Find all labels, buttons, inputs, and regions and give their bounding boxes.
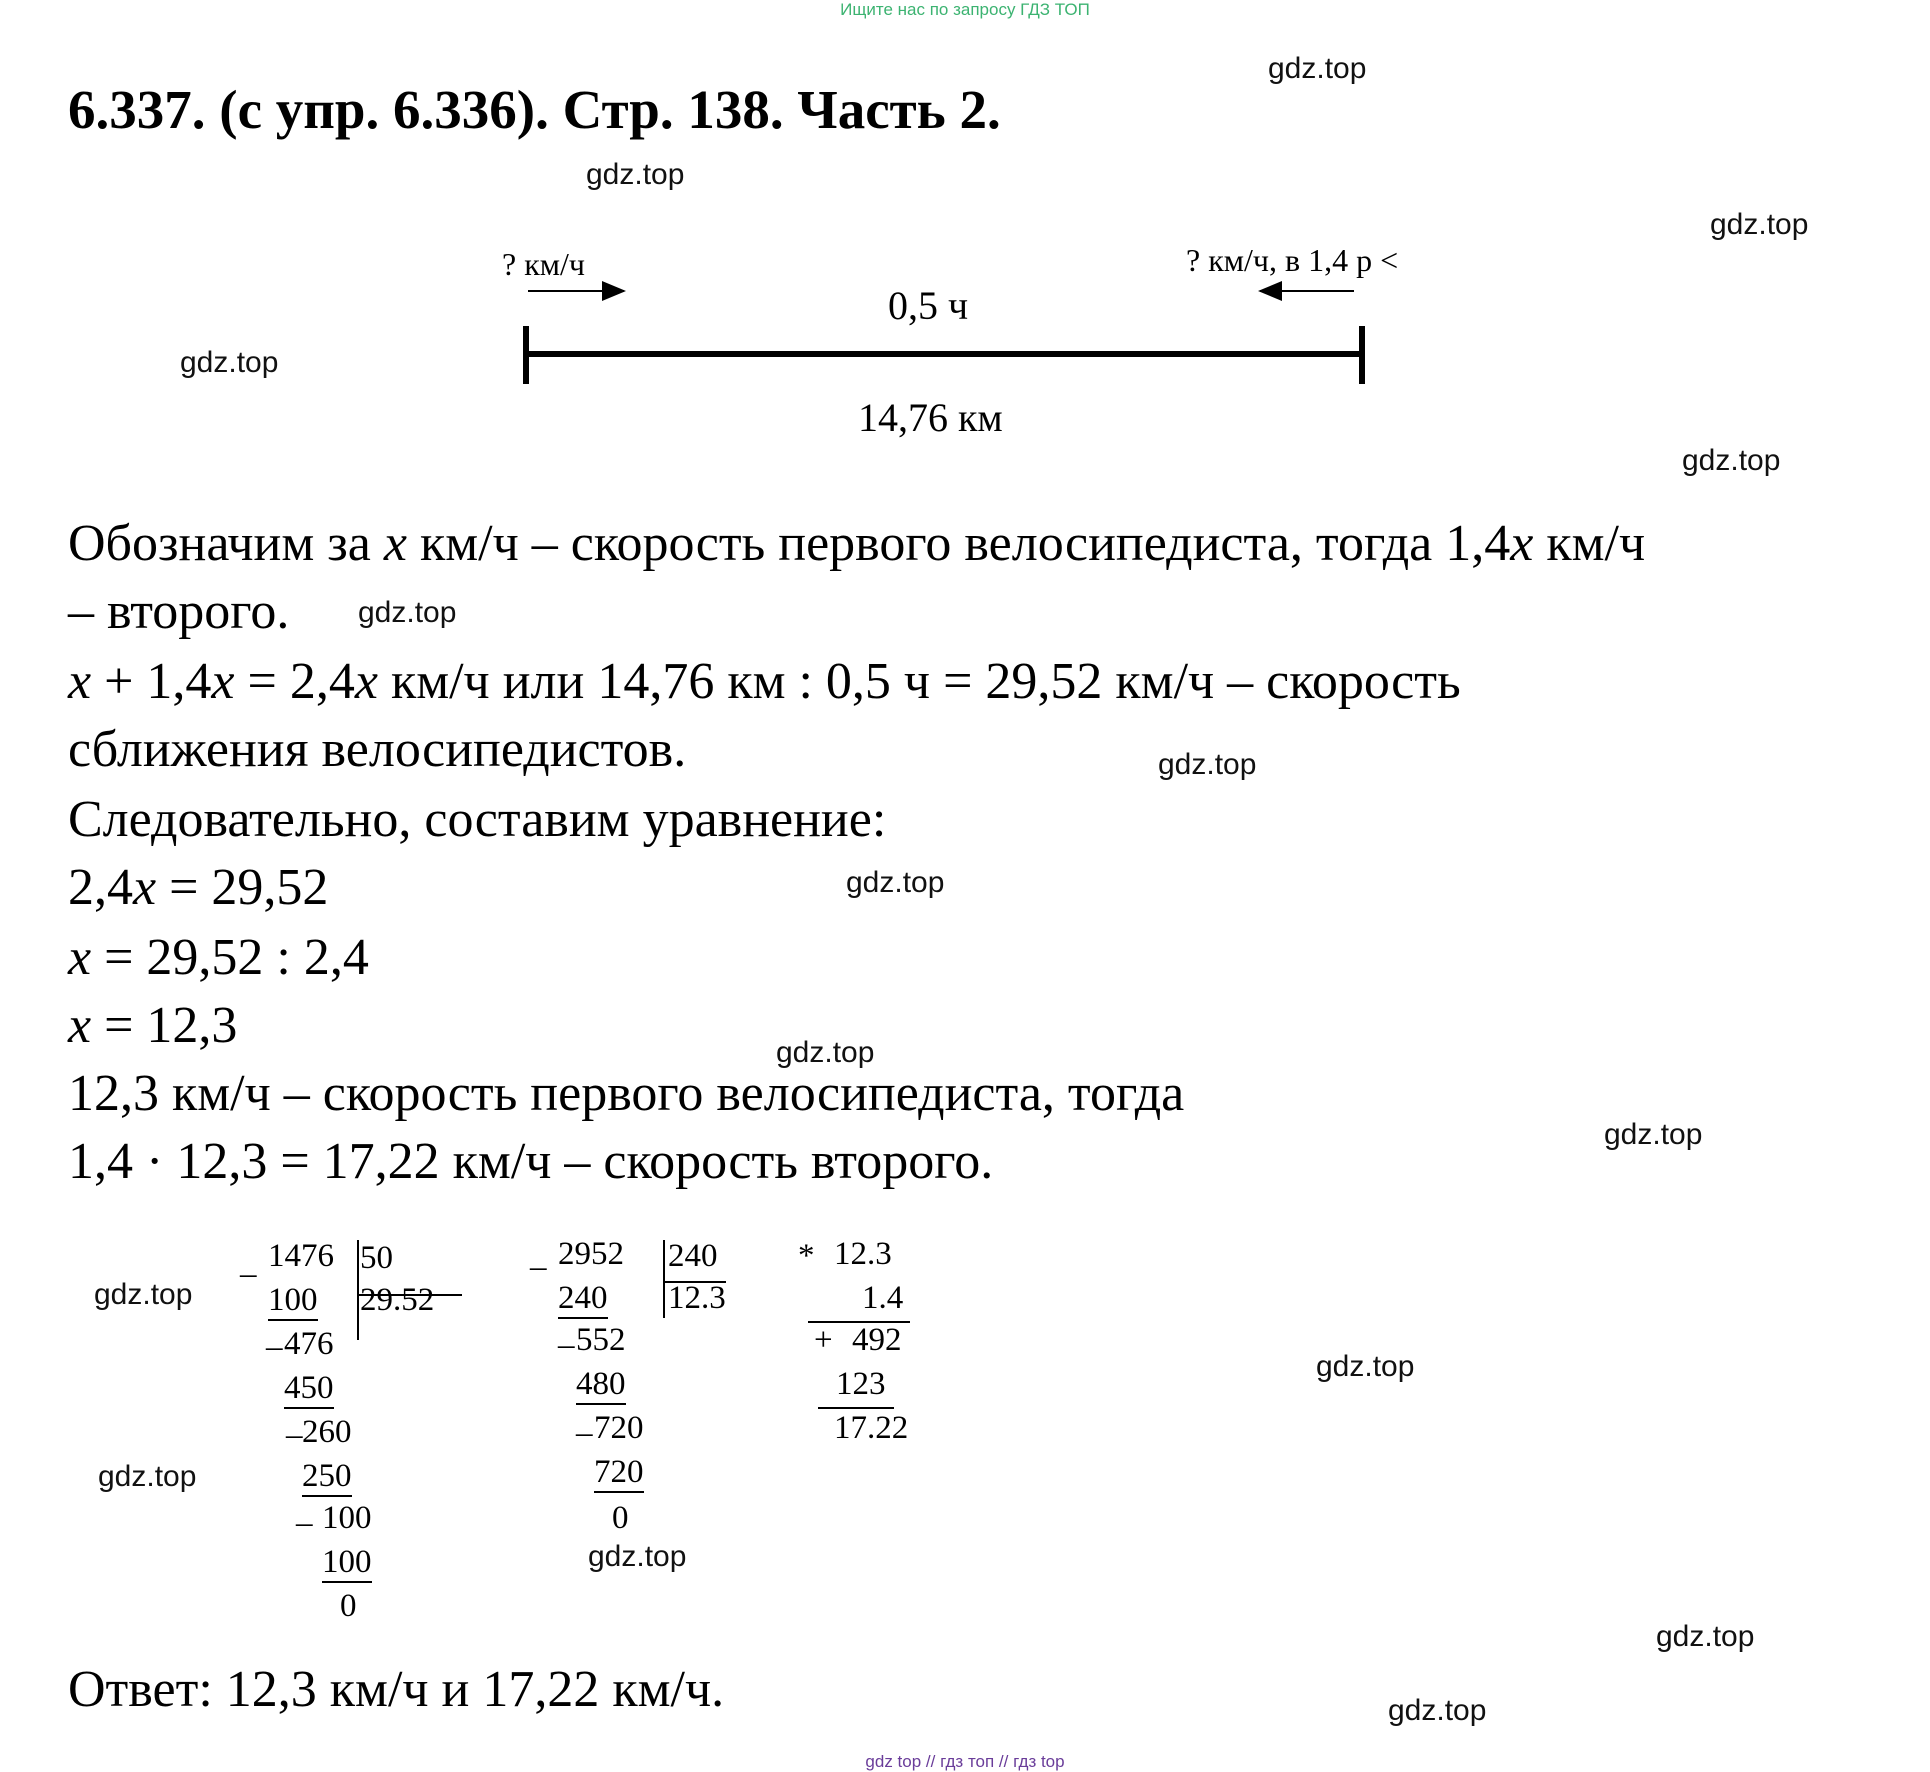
calc1-row: 450 [284,1370,334,1409]
calc1-row: 260 [302,1414,352,1450]
calc3-multiplicand: 12.3 [834,1236,892,1272]
calc1-underscore: _ [266,1318,283,1354]
equation-2 [68,924,369,992]
watermark: gdz.top [1268,52,1367,85]
calc2-dividend: 2952 [558,1236,624,1272]
solution-line-3 [68,648,1461,716]
calc1-row: 100 [322,1544,372,1583]
calc2-remainder: 0 [612,1500,629,1536]
top-banner: Ищите нас по запросу ГДЗ ТОП [840,0,1090,19]
watermark: gdz.top [98,1460,197,1493]
calc2-row: 480 [576,1366,626,1405]
watermark: gdz.top [180,346,279,379]
calc3-star: * [798,1238,815,1274]
solution-line-4: сближения велосипедистов. [68,721,687,778]
answer: Ответ: 12,3 км/ч и 17,22 км/ч. [68,1661,725,1718]
solution-line-2: – второго. [68,583,290,640]
calc1-underscore: _ [296,1494,313,1530]
watermark: gdz.top [1656,1620,1755,1653]
calc1-quotient: 29.52 [360,1282,435,1318]
calc1-dividend: 1476 [268,1238,334,1274]
watermark: gdz.top [776,1036,875,1069]
calc2-minus: _ [530,1238,547,1274]
calc2-row: 720 [594,1410,644,1446]
watermark: gdz.top [1710,208,1809,241]
text: = 2,4 [234,653,355,710]
calc2-underscore: _ [558,1316,575,1352]
watermark: gdz.top [588,1540,687,1573]
variable-x: x [68,929,92,986]
equation-3 [68,992,237,1060]
calc2-divisor: 240 [668,1238,718,1274]
watermark: gdz.top [1604,1118,1703,1151]
watermark: gdz.top [94,1278,193,1311]
text: + 1,4 [91,653,212,710]
solution-line-10: 1,4 · 12,3 = 17,22 км/ч – скорость второго. [68,1133,994,1190]
variable-x: x [133,859,157,916]
calc2-row: 552 [576,1322,626,1358]
calc2-underscore: _ [576,1404,593,1440]
calc3-partial-1: 492 [852,1322,902,1358]
variable-x: x [354,653,378,710]
calc1-remainder: 0 [340,1588,357,1624]
distance-label: 14,76 км [858,395,1003,440]
calc1-row: 100 [268,1282,318,1321]
text: = 29,52 : 2,4 [91,929,369,986]
watermark: gdz.top [1682,444,1781,477]
equation-1 [68,854,328,922]
variable-x: x [211,653,235,710]
watermark: gdz.top [1388,1694,1487,1727]
text: = 29,52 [156,859,329,916]
variable-x: x [68,653,92,710]
calc3-plus: + [814,1322,833,1358]
calc2-row: 720 [594,1454,644,1493]
first-speed-label: ? км/ч [502,246,585,282]
watermark: gdz.top [1316,1350,1415,1383]
solution-line-9: 12,3 км/ч – скорость первого велосипедиста, тогда [68,1065,1185,1122]
calc2-row: 240 [558,1280,608,1319]
watermark: gdz.top [846,866,945,899]
variable-x: x [1510,515,1534,572]
calc1-divisor: 50 [360,1240,393,1276]
solution-line-5: Следовательно, составим уравнение: [68,791,887,848]
watermark: gdz.top [1158,748,1257,781]
page-title: 6.337. (с упр. 6.336). Стр. 138. Часть 2. [68,79,1001,140]
variable-x: x [68,997,92,1054]
text: Обозначим за [68,515,384,572]
text: км/ч – скорость первого велосипедиста, тогда 1,4 [406,515,1511,572]
bottom-banner: gdz top // гдз топ // гдз top [865,1752,1065,1771]
watermark: gdz.top [358,596,457,629]
calc1-row: 250 [302,1458,352,1497]
calc3-partial-2: 123 [836,1366,886,1402]
text: = 12,3 [91,997,238,1054]
solution-line-1 [68,510,1645,578]
variable-x: x [383,515,407,572]
calc1-underscore: _ [286,1406,303,1442]
text: км/ч [1533,515,1646,572]
second-speed-label: ? км/ч, в 1,4 р < [1186,242,1399,278]
calc1-row: 100 [322,1500,372,1536]
calc3-result: 17.22 [834,1410,909,1446]
calc1-row: 476 [284,1326,334,1362]
calc2-quotient: 12.3 [668,1280,726,1316]
calc3-multiplier: 1.4 [862,1280,904,1316]
calc1-minus: – [240,1256,257,1292]
text: км/ч или 14,76 км : 0,5 ч = 29,52 км/ч – скорость [377,653,1461,710]
time-label: 0,5 ч [888,283,969,328]
text: 2,4 [68,859,133,916]
watermark: gdz.top [586,158,685,191]
